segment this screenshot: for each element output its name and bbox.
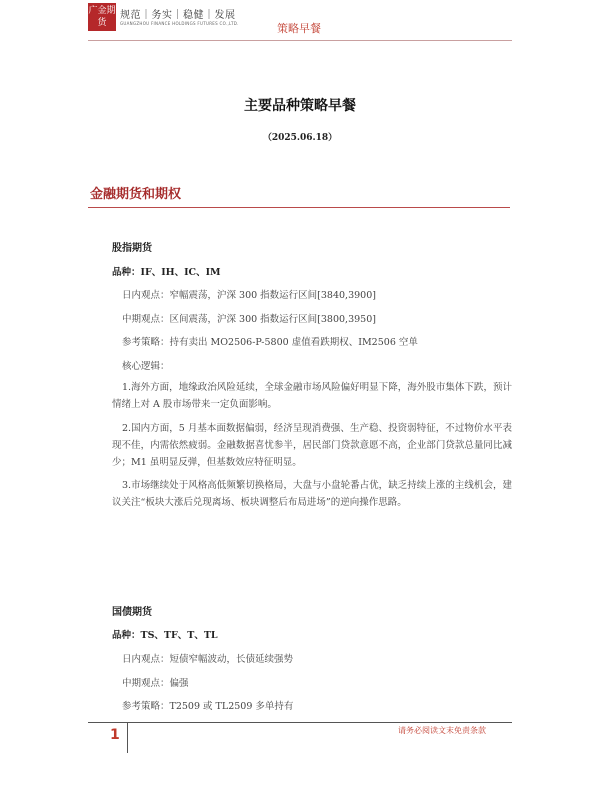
section-title: 金融期货和期权 bbox=[90, 187, 182, 202]
stock-index-logic-label: 核心逻辑： bbox=[122, 361, 170, 372]
page-number: 1 bbox=[110, 727, 120, 743]
company-name-en: GUANGZHOU FINANCE HOLDINGS FUTURES CO.,LTD. bbox=[120, 21, 239, 26]
document-date: （2025.06.18） bbox=[262, 133, 338, 143]
logic-paragraph-3: 3.市场继续处于风格高低频繁切换格局，大盘与小盘轮番占优，缺乏持续上涨的主线机会，建议关注“板块大涨后兑现离场、板块调整后布局进场”的逆向操作思路。 bbox=[112, 480, 512, 508]
bond-strategy: 参考策略：T2509 或 TL2509 多单持有 bbox=[122, 701, 294, 712]
logic-paragraph-1: 1.海外方面，地缘政治风险延续，全球金融市场风险偏好明显下降，海外股市集体下跌，预计情绪上对 A 股市场带来一定负面影响。 bbox=[112, 382, 512, 410]
footer-vertical-divider bbox=[127, 723, 128, 753]
stock-index-variety: 品种：IF、IH、IC、IM bbox=[112, 267, 221, 278]
logic-paragraph-2: 2.国内方面，5 月基本面数据偏弱，经济呈现消费强、生产稳、投资弱特征，不过物价水平表现不佳，内需依然疲弱。金融数据喜忧参半，居民部门贷款意愿不高，企业部门贷款总量同比减少；M1 虽明显反弹，但基数效应特征明显。 bbox=[112, 423, 512, 468]
section-divider bbox=[88, 207, 510, 208]
header-title: 策略早餐 bbox=[277, 22, 321, 35]
stock-index-subtitle: 股指期货 bbox=[112, 243, 152, 254]
header-divider bbox=[88, 40, 512, 41]
company-slogan: 规范｜务实｜稳健｜发展 bbox=[120, 10, 236, 21]
stock-index-midterm: 中期观点：区间震荡，沪深 300 指数运行区间[3800,3950] bbox=[122, 314, 376, 325]
page-header bbox=[0, 0, 600, 50]
bond-intraday: 日内观点：短债窄幅波动，长债延续强势 bbox=[122, 654, 294, 665]
footer-divider bbox=[88, 722, 512, 723]
stock-index-intraday: 日内观点：窄幅震荡，沪深 300 指数运行区间[3840,3900] bbox=[122, 290, 376, 301]
bond-midterm: 中期观点：偏强 bbox=[122, 678, 189, 689]
stock-index-strategy: 参考策略：持有卖出 MO2506-P-5800 虚值看跌期权、IM2506 空单 bbox=[122, 337, 418, 348]
document-title: 主要品种策略早餐 bbox=[244, 98, 356, 114]
company-logo: 广金期货 bbox=[88, 3, 116, 31]
bond-subtitle: 国债期货 bbox=[112, 607, 152, 618]
bond-variety: 品种：TS、TF、T、TL bbox=[112, 630, 218, 641]
disclaimer-note: 请务必阅读文末免责条款 bbox=[398, 726, 486, 735]
